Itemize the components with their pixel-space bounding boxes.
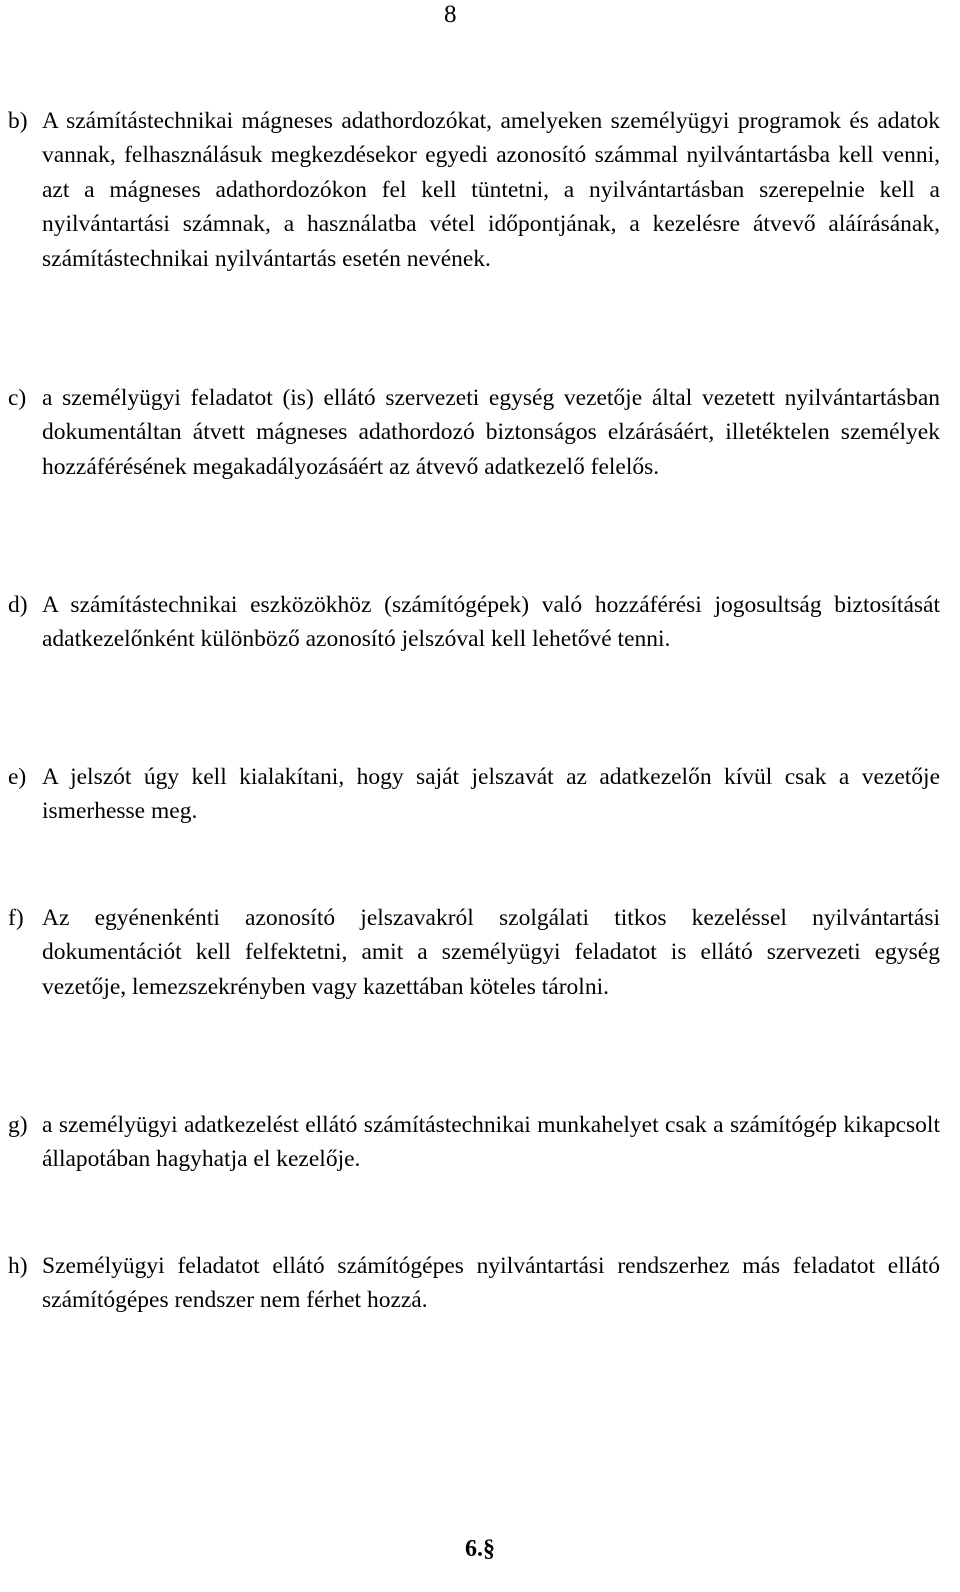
item-text: Személyügyi feladatot ellátó számítógépes nyilvántartási rendszerhez más feladatot ellátó számítógépes rendszer nem férhet hozzá. <box>42 1253 940 1314</box>
item-text: a személyügyi feladatot (is) ellátó szervezeti egység vezetője által vezetett nyilvántartásban dokumentáltan átvett mágneses adathordozó biztonságos elzárásáért, illetéktelen személyek hozzáférésének megakadályozásáért az átvevő adatkezelő felelős. <box>42 385 940 480</box>
list-item-h <box>8 1249 940 1318</box>
section-heading <box>0 1532 960 1566</box>
page-number: 8 <box>444 1 457 28</box>
item-text: Az egyénenkénti azonosító jelszavakról szolgálati titkos kezeléssel nyilvántartási dokumentációt kell felfektetni, amit a személyügyi feladatot is ellátó szervezeti egység vezetője, lemezszekrényben vagy kazettában köteles tárolni. <box>42 905 940 1000</box>
list-item-b <box>8 104 940 276</box>
list-item-f <box>8 901 940 1004</box>
item-label: f) <box>8 905 24 931</box>
item-label: h) <box>8 1253 28 1279</box>
list-item-e <box>8 760 940 829</box>
item-text: A számítástechnikai mágneses adathordozókat, amelyeken személyügyi programok és adatok vannak, felhasználásuk megkezdésekor egyedi azonosító számmal nyilvántartásba kell venni, azt a mágneses adathordozókon fel kell tüntetni, a nyilvántartásban szerepelnie kell a nyilvántartási számnak, a használatba vétel időpontjának, a kezelésre átvevő aláírásának, számítástechnikai nyilvántartás esetén nevének. <box>42 108 940 272</box>
item-text: A számítástechnikai eszközökhöz (számítógépek) való hozzáférési jogosultság biztosítását adatkezelőnként különböző azonosító jelszóval kell lehetővé tenni. <box>42 592 940 653</box>
item-text: A jelszót úgy kell kialakítani, hogy saját jelszavát az adatkezelőn kívül csak a vezetője ismerhesse meg. <box>42 764 940 825</box>
item-label: c) <box>8 385 27 411</box>
item-text: a személyügyi adatkezelést ellátó számítástechnikai munkahelyet csak a számítógép kikapcsolt állapotában hagyhatja el kezelője. <box>42 1112 940 1173</box>
section-symbol: § <box>483 1536 495 1562</box>
item-label: d) <box>8 592 28 618</box>
list-item-g <box>8 1108 940 1177</box>
item-label: b) <box>8 108 28 134</box>
item-label: e) <box>8 764 27 790</box>
section-number: 6. <box>465 1536 483 1562</box>
item-label: g) <box>8 1112 28 1138</box>
list-item-d <box>8 588 940 657</box>
list-item-c <box>8 381 940 484</box>
